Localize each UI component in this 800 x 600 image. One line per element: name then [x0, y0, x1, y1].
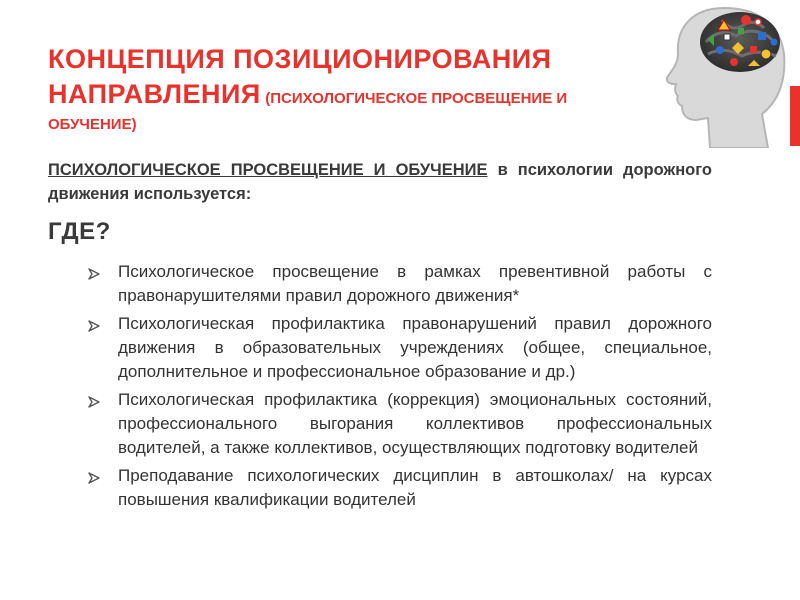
intro-paragraph: [48, 158, 712, 206]
list-item: [88, 464, 712, 512]
arrowhead-bullet-icon: [88, 320, 100, 332]
list-item-text: Преподавание психологических дисциплин в автошколах/ на курсах повышения квалификации водителей: [118, 466, 712, 509]
list-item: [88, 260, 712, 308]
bullet-list: [88, 260, 712, 516]
slide-title: [48, 44, 648, 136]
title-subtitle-part-1: (ПСИХОЛОГИЧЕСКОЕ ПРОСВЕЩЕНИЕ И: [265, 90, 568, 107]
arrowhead-bullet-icon: [88, 472, 100, 484]
arrowhead-bullet-icon: [88, 268, 100, 280]
accent-edge-bar: [790, 86, 800, 146]
title-line-1: КОНЦЕПЦИЯ ПОЗИЦИОНИРОВАНИЯ: [48, 44, 552, 74]
intro-underlined-phrase: ПСИХОЛОГИЧЕСКОЕ ПРОСВЕЩЕНИЕ И ОБУЧЕНИЕ: [48, 161, 488, 179]
list-item-text: Психологическая профилактика (коррекция) эмоциональных состояний, профессионального выгорания коллективов профессиональных водителей, а также коллективов, осуществляющих подготовку водителей: [118, 390, 712, 457]
title-subtitle-part-2: ОБУЧЕНИЕ): [48, 116, 137, 133]
intro-rest-text: в психологии дорожного движения используется:: [48, 161, 712, 203]
arrowhead-bullet-icon: [88, 396, 100, 408]
list-item: [88, 312, 712, 384]
list-item: [88, 388, 712, 460]
human-head-brain-road-signs-icon: [662, 2, 790, 148]
where-heading: ГДЕ?: [48, 218, 111, 245]
title-line-2: НАПРАВЛЕНИЯ: [48, 79, 261, 109]
list-item-text: Психологическая профилактика правонарушений правил дорожного движения в образовательных учреждениях (общее, специальное, дополнительное и профессиональное образование и др.): [118, 314, 712, 381]
list-item-text: Психологическое просвещение в рамках превентивной работы с правонарушителями правил дорожного движения*: [118, 262, 712, 305]
